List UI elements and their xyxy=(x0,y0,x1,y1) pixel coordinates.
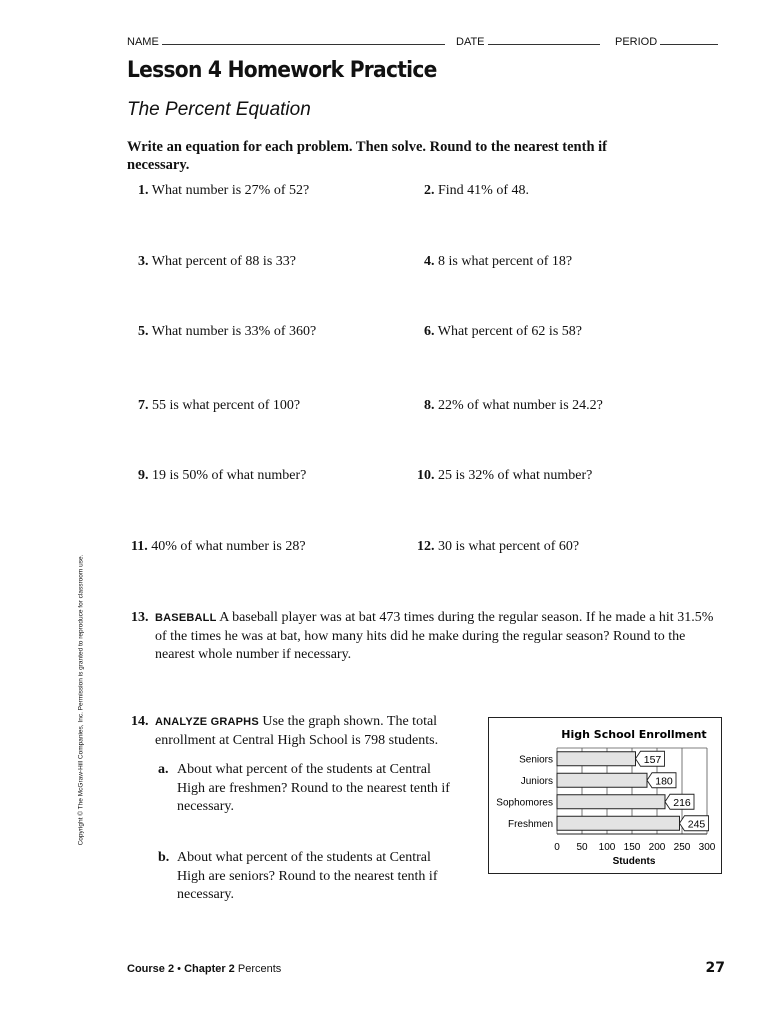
period-label: PERIOD xyxy=(615,36,658,48)
problem-13-body xyxy=(155,609,726,665)
problem-14 xyxy=(131,713,481,750)
problem-13-number: 13. xyxy=(131,610,149,625)
part-b-label: b. xyxy=(158,850,170,865)
problem-10: 10. 25 is 32% of what number? xyxy=(417,468,593,483)
chart-tick-label: 250 xyxy=(673,842,691,853)
problem-13-tag: BASEBALL xyxy=(155,612,217,624)
problem-14-part-b xyxy=(158,849,458,905)
part-a-text: About what percent of the students at Central High are freshmen? Round to the nearest tenth if necessary. xyxy=(177,762,450,814)
chart-x-axis-label: Students xyxy=(612,856,656,867)
chart-data-label: 157 xyxy=(643,753,662,766)
footer-course-info xyxy=(127,963,281,975)
chart-tick-label: 100 xyxy=(598,842,616,853)
period-line xyxy=(615,35,718,48)
name-label: NAME xyxy=(127,36,159,48)
problem-9: 9. 19 is 50% of what number? xyxy=(138,468,307,483)
chart-data-label: 245 xyxy=(687,818,706,831)
chart-bar xyxy=(557,816,680,830)
chart-tick-label: 50 xyxy=(576,842,588,853)
chart-tick-label: 300 xyxy=(698,842,716,853)
date-label: DATE xyxy=(456,36,485,48)
footer-bullet: • xyxy=(177,963,181,975)
problem-14-part-a xyxy=(158,761,458,817)
problem-14-tag: ANALYZE GRAPHS xyxy=(155,716,259,728)
date-line xyxy=(456,35,600,48)
footer-chapter: Chapter 2 xyxy=(184,963,235,975)
enrollment-chart xyxy=(488,717,722,874)
chart-data-label: 216 xyxy=(673,796,691,809)
problem-3: 3. What percent of 88 is 33? xyxy=(138,254,296,269)
problem-7: 7. 55 is what percent of 100? xyxy=(138,398,301,413)
chart-category-label: Seniors xyxy=(519,754,553,766)
chart-title: High School Enrollment xyxy=(561,728,707,741)
part-a-label: a. xyxy=(158,762,169,777)
instructions: Write an equation for each problem. Then solve. Round to the nearest tenth if necessary. xyxy=(127,139,607,173)
chart-category-label: Sophomores xyxy=(496,797,553,809)
footer-course: Course 2 xyxy=(127,963,175,975)
problem-11: 11. 40% of what number is 28? xyxy=(131,539,306,554)
problem-4: 4. 8 is what percent of 18? xyxy=(424,254,573,269)
problem-14-text: Use the graph shown. The total enrollment at Central High School is 798 students. xyxy=(155,714,439,748)
lesson-title: Lesson 4 Homework Practice xyxy=(127,58,437,83)
chart-data-label: 180 xyxy=(655,775,673,788)
lesson-subtitle: The Percent Equation xyxy=(127,99,311,120)
problem-13-text: A baseball player was at bat 473 times during the regular season. If he made a hit 31.5% of the times he was at bat, how many hits did he make during the regular season? Round to the nearest whole number if necessary. xyxy=(155,610,714,662)
chart-svg xyxy=(489,718,721,873)
chart-bar xyxy=(557,773,647,787)
footer-topic: Percents xyxy=(237,963,282,975)
period-blank[interactable] xyxy=(660,35,718,45)
name-blank[interactable] xyxy=(162,35,445,45)
problem-6: 6. What percent of 62 is 58? xyxy=(424,324,582,339)
chart-tick-label: 150 xyxy=(623,842,641,853)
chart-category-label: Freshmen xyxy=(507,818,553,830)
chart-category-label: Juniors xyxy=(520,775,553,787)
chart-tick-label: 0 xyxy=(554,842,560,853)
chart-tick-label: 200 xyxy=(648,842,666,853)
problem-12: 12. 30 is what percent of 60? xyxy=(417,539,580,554)
copyright-notice: Copyright © The McGraw-Hill Companies, Inc. Permission is granted to reproduce for classroom use. xyxy=(77,554,85,846)
problem-13 xyxy=(131,609,726,665)
problem-14-body xyxy=(155,713,481,750)
part-b-text: About what percent of the students at Central High are seniors? Round to the nearest tenth if necessary. xyxy=(177,850,438,902)
chart-bar xyxy=(557,795,665,809)
page-number: 27 xyxy=(705,960,725,976)
name-line xyxy=(127,35,445,48)
problem-1: 1. What number is 27% of 52? xyxy=(138,183,310,198)
problem-2: 2. Find 41% of 48. xyxy=(424,183,529,198)
problem-5: 5. What number is 33% of 360? xyxy=(138,324,317,339)
problem-14-number: 14. xyxy=(131,714,149,729)
date-blank[interactable] xyxy=(488,35,600,45)
chart-bar xyxy=(557,752,636,766)
problem-8: 8. 22% of what number is 24.2? xyxy=(424,398,603,413)
